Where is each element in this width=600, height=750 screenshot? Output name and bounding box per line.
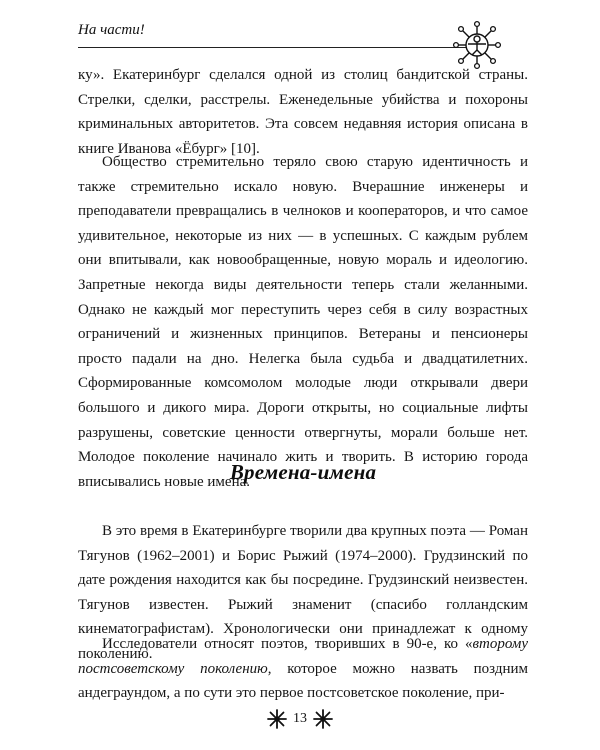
paragraph-text: В это время в Екатеринбурге творили два крупных поэта — Роман Тягунов (1962–2001) и Борис Рыжий (1974–2000). Грудзинский по дате рождения находится как бы посредине. Грудзинский неизвестен. Тягунов известен. Рыжий знаменит (спасибо голландским кинематографистам). Хронологически они принадлежат к одному поколению. <box>78 523 528 662</box>
section-heading: Времена-имена <box>229 460 377 484</box>
page-number: 13 <box>293 711 307 726</box>
paragraph-text-start: Исследователи относят поэтов, творивших в 90-е, ко « <box>102 636 473 652</box>
page-footer <box>0 706 600 732</box>
paragraph-text-end: , которое можно назвать поздним андеграундом, а по сути это первое постсоветское поколение, при- <box>78 660 528 702</box>
header-rule <box>78 47 466 48</box>
paragraph-text: ку». Екатеринбург сделался одной из столиц бандитской страны. Стрелки, сделки, расстрелы. Еженедельные убийства и похороны криминальных авторитетов. Эта совсем недавняя история описана в книге Иванова «Ёбург» [10]. <box>78 67 528 157</box>
paragraph-text <box>78 632 528 706</box>
paragraph-text: Общество стремительно теряло свою старую идентичность и также стремительно искало новую. Вчерашние инженеры и преподаватели превращались в челноков и кооператоров, и что самое удивительное, некоторые из них — в успешных. С каждым рублем они впитывали, как новообращенные, новую мораль и идеологию. Запретные некогда виды деятельности теперь стали желанными. Однако не каждый мог переступить через себя в силу возрастных ограничений и жизненных принципов. Ветераны и пенсионеры просто падали на дно. Нелегка была судьба и двадцатилетних. Сформированные комсомолом молодые люди открывали двери большого и дикого мира. Дороги открыты, но социальные лифты разрушены, советские ценности отвергнуты, морали больше нет. Молодое поколение начинало жить и творить. В историю города вписывались новые имена. <box>78 154 528 490</box>
body-paragraph-1 <box>78 63 528 161</box>
body-paragraph-2 <box>78 150 528 494</box>
italic-phrase: второму постсоветскому поколению <box>78 636 528 677</box>
running-title: На части! <box>78 22 145 38</box>
body-paragraph-4 <box>78 632 528 706</box>
star-burst-icon <box>313 709 333 729</box>
star-burst-icon <box>267 709 287 729</box>
